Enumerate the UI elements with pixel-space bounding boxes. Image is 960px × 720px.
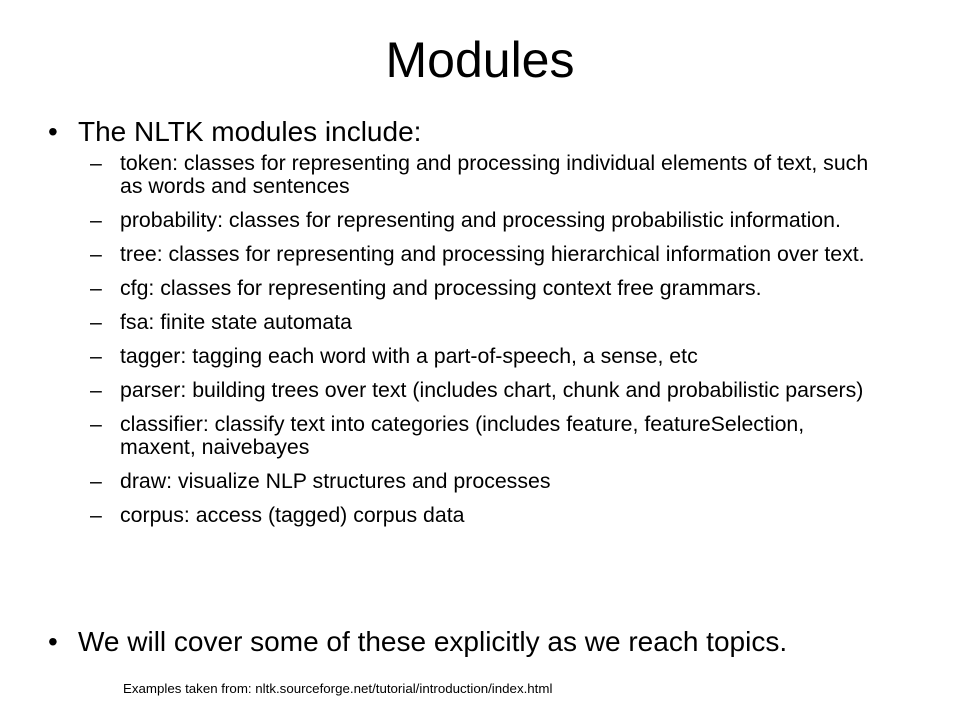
module-item-classifier bbox=[90, 413, 870, 459]
dash-icon: – bbox=[90, 344, 102, 368]
module-item-parser bbox=[90, 379, 870, 402]
dash-icon: – bbox=[90, 208, 102, 232]
dash-icon: – bbox=[90, 412, 102, 436]
module-item-text: classifier: classify text into categories (includes feature, featureSelection, maxent, naivebayes bbox=[120, 412, 805, 459]
module-item-text: cfg: classes for representing and processing context free grammars. bbox=[120, 276, 762, 300]
dash-icon: – bbox=[90, 276, 102, 300]
intro-bullet-text: The NLTK modules include: bbox=[78, 116, 422, 147]
module-item-text: draw: visualize NLP structures and processes bbox=[120, 469, 551, 493]
bullet-icon: • bbox=[48, 626, 58, 657]
bullet-icon: • bbox=[48, 116, 58, 147]
module-item-text: tagger: tagging each word with a part-of-speech, a sense, etc bbox=[120, 344, 698, 368]
module-item-probability bbox=[90, 209, 870, 232]
module-item-text: corpus: access (tagged) corpus data bbox=[120, 503, 465, 527]
module-item-tree bbox=[90, 243, 870, 266]
module-list bbox=[90, 152, 870, 538]
dash-icon: – bbox=[90, 469, 102, 493]
module-item-fsa bbox=[90, 311, 870, 334]
module-item-text: parser: building trees over text (includes chart, chunk and probabilistic parsers) bbox=[120, 378, 864, 402]
module-item-token bbox=[90, 152, 870, 198]
dash-icon: – bbox=[90, 503, 102, 527]
module-item-cfg bbox=[90, 277, 870, 300]
slide-title: Modules bbox=[385, 32, 575, 88]
module-item-text: tree: classes for representing and processing hierarchical information over text. bbox=[120, 242, 865, 266]
dash-icon: – bbox=[90, 151, 102, 175]
closing-bullet-text: We will cover some of these explicitly as we reach topics. bbox=[78, 626, 788, 657]
source-footnote: Examples taken from: nltk.sourceforge.net/tutorial/introduction/index.html bbox=[123, 681, 553, 696]
module-item-text: probability: classes for representing and processing probabilistic information. bbox=[120, 208, 841, 232]
module-item-tagger bbox=[90, 345, 870, 368]
module-item-draw bbox=[90, 470, 870, 493]
dash-icon: – bbox=[90, 378, 102, 402]
module-item-text: token: classes for representing and processing individual elements of text, such as words and sentences bbox=[120, 151, 869, 198]
module-item-text: fsa: finite state automata bbox=[120, 310, 353, 334]
dash-icon: – bbox=[90, 242, 102, 266]
module-item-corpus bbox=[90, 504, 870, 527]
dash-icon: – bbox=[90, 310, 102, 334]
